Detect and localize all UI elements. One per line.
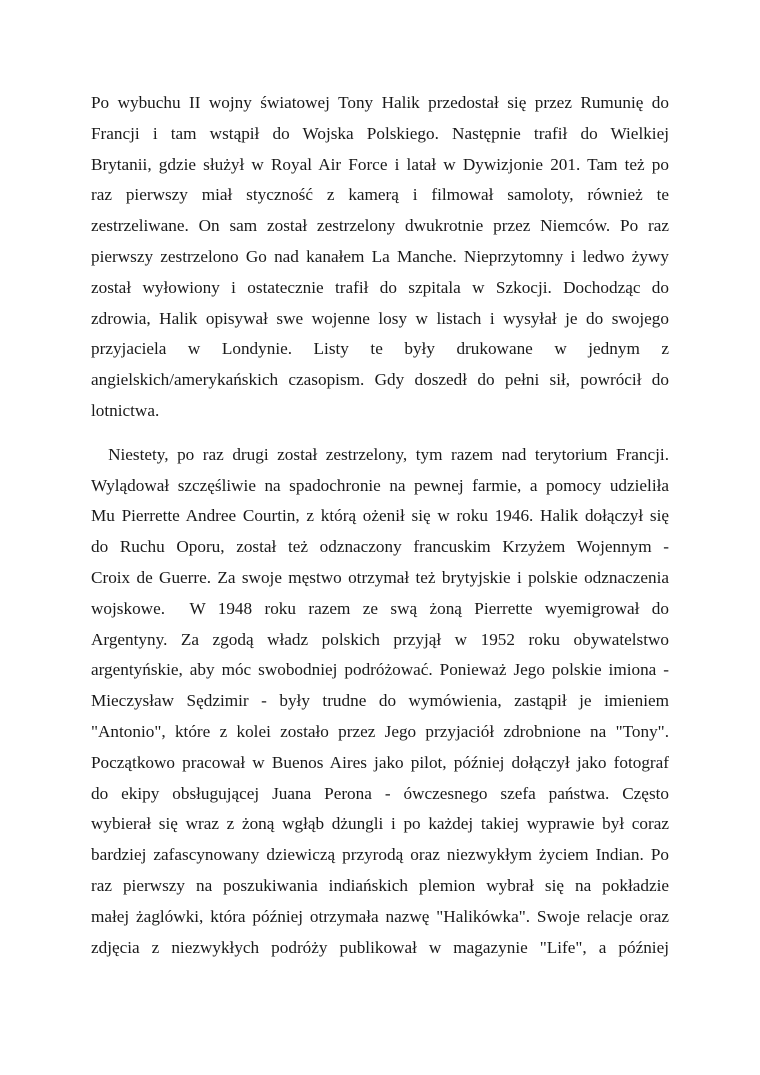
text-line: Niestety, po raz drugi został zestrzelony, tym razem nad terytorium Francji.: [91, 444, 669, 464]
text-line: Croix de Guerre. Za swoje męstwo otrzymał też brytyjskie i polskie odznaczenia: [91, 567, 669, 587]
text-line: pierwszy zestrzelono Go nad kanałem La Manche. Nieprzytomny i ledwo żywy: [91, 246, 669, 266]
text-line: został wyłowiony i ostatecznie trafił do szpitala w Szkocji. Dochodząc do: [91, 277, 669, 297]
text-line: raz pierwszy miał styczność z kamerą i filmował samoloty, również te: [91, 185, 669, 205]
text-line: Wylądował szczęśliwie na spadochronie na pewnej farmie, a pomocy udzieliła: [91, 475, 669, 495]
text-line: Po wybuchu II wojny światowej Tony Halik przedostał się przez Rumunię do: [91, 93, 669, 112]
text-line: raz pierwszy na poszukiwania indiańskich plemion wybrał się na pokładzie: [91, 875, 669, 895]
text-line: wybierał się wraz z żoną wgłąb dżungli i po każdej takiej wyprawie był coraz: [91, 814, 669, 834]
text-line: Początkowo pracował w Buenos Aires jako pilot, później dołączył jako fotograf: [91, 752, 669, 772]
text-line: argentyńskie, aby móc swobodniej podróżować. Ponieważ Jego polskie imiona -: [91, 660, 669, 680]
paragraph-emigration: [91, 440, 669, 964]
text-line: lotnictwa.: [91, 400, 160, 420]
text-line: zestrzeliwane. On sam został zestrzelony dwukrotnie przez Niemców. Po raz: [91, 216, 669, 236]
text-line: małej żaglówki, która później otrzymała nazwę "Halikówka". Swoje relacje oraz: [91, 906, 669, 926]
text-line: "Antonio", które z kolei zostało przez Jego przyjaciół zdrobnione na "Tony".: [91, 721, 669, 741]
text-line: Francji i tam wstąpił do Wojska Polskiego. Następnie trafił do Wielkiej: [91, 123, 669, 143]
text-line: do Ruchu Oporu, został też odznaczony francuskim Krzyżem Wojennym -: [91, 537, 669, 557]
text-line: angielskich/amerykańskich czasopism. Gdy doszedł do pełni sił, powrócił do: [91, 370, 669, 390]
paragraph-wartime: [91, 88, 669, 427]
text-line: Mu Pierrette Andree Courtin, z którą ożenił się w roku 1946. Halik dołączył się: [91, 506, 669, 526]
text-line: wojskowe. W 1948 roku razem ze swą żoną Pierrette wyemigrował do: [91, 598, 669, 618]
text-line: przyjaciela w Londynie. Listy te były drukowane w jednym z: [91, 339, 669, 359]
text-line: Brytanii, gdzie służył w Royal Air Force i latał w Dywizjonie 201. Tam też po: [91, 154, 669, 174]
text-line: Mieczysław Sędzimir - były trudne do wymówienia, zastąpił je imieniem: [91, 691, 669, 711]
text-line: do ekipy obsługującej Juana Perona - ówczesnego szefa państwa. Często: [91, 783, 669, 803]
text-line: bardziej zafascynowany dziewiczą przyrodą oraz niezwykłym życiem Indian. Po: [91, 845, 669, 865]
text-line: zdjęcia z niezwykłych podróży publikował w magazynie "Life", a później: [91, 937, 669, 957]
text-line: Argentyny. Za zgodą władz polskich przyjął w 1952 roku obywatelstwo: [91, 629, 669, 649]
document-page: [91, 88, 669, 963]
text-line: zdrowia, Halik opisywał swe wojenne losy w listach i wysyłał je do swojego: [91, 308, 669, 328]
